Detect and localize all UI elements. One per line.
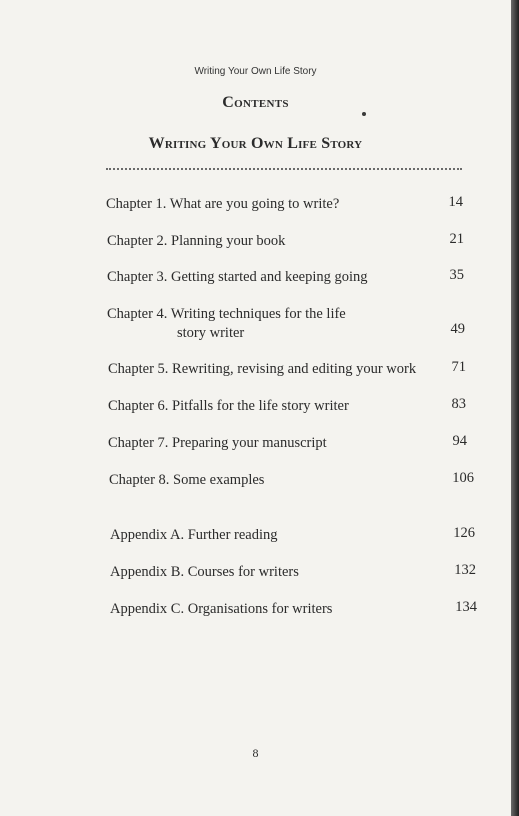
toc-entry-chapter-4-continued: story writer	[177, 325, 245, 341]
ink-dot	[362, 112, 366, 116]
running-head: Writing Your Own Life Story	[194, 66, 317, 77]
toc-entry-appendix-a: Appendix A. Further reading	[110, 527, 278, 543]
page-number: 8	[252, 746, 259, 760]
toc-entry-chapter-8: Chapter 8. Some examples	[109, 472, 265, 488]
toc-entry-chapter-2: Chapter 2. Planning your book	[107, 233, 286, 249]
toc-page-chapter-2: 21	[449, 231, 464, 247]
toc-page-chapter-3: 35	[449, 267, 464, 283]
toc-entry-chapter-6: Chapter 6. Pitfalls for the life story writer	[108, 398, 349, 414]
toc-entry-appendix-c: Appendix C. Organisations for writers	[110, 601, 333, 617]
toc-page-chapter-8: 106	[452, 470, 474, 486]
toc-page-appendix-c: 134	[455, 599, 477, 615]
toc-page-chapter-1: 14	[448, 194, 463, 210]
toc-entry-chapter-5: Chapter 5. Rewriting, revising and editing your work	[108, 361, 417, 377]
toc-entry-chapter-3: Chapter 3. Getting started and keeping going	[107, 269, 368, 285]
book-spine-shadow	[511, 0, 519, 816]
contents-heading: Contents	[222, 94, 289, 111]
toc-page-appendix-a: 126	[453, 525, 475, 541]
toc-entry-chapter-7: Chapter 7. Preparing your manuscript	[108, 435, 327, 451]
toc-entry-chapter-1: Chapter 1. What are you going to write?	[106, 196, 340, 212]
toc-page-appendix-b: 132	[454, 562, 476, 578]
toc-page-chapter-4: 49	[450, 321, 465, 337]
dotted-divider	[106, 168, 462, 170]
toc-entry-appendix-b: Appendix B. Courses for writers	[110, 564, 299, 580]
toc-page-chapter-7: 94	[452, 433, 467, 449]
toc-page-chapter-6: 83	[451, 396, 466, 412]
toc-entry-chapter-4: Chapter 4. Writing techniques for the life	[107, 306, 346, 322]
book-title: Writing Your Own Life Story	[148, 135, 363, 152]
toc-page-chapter-5: 71	[451, 359, 466, 375]
